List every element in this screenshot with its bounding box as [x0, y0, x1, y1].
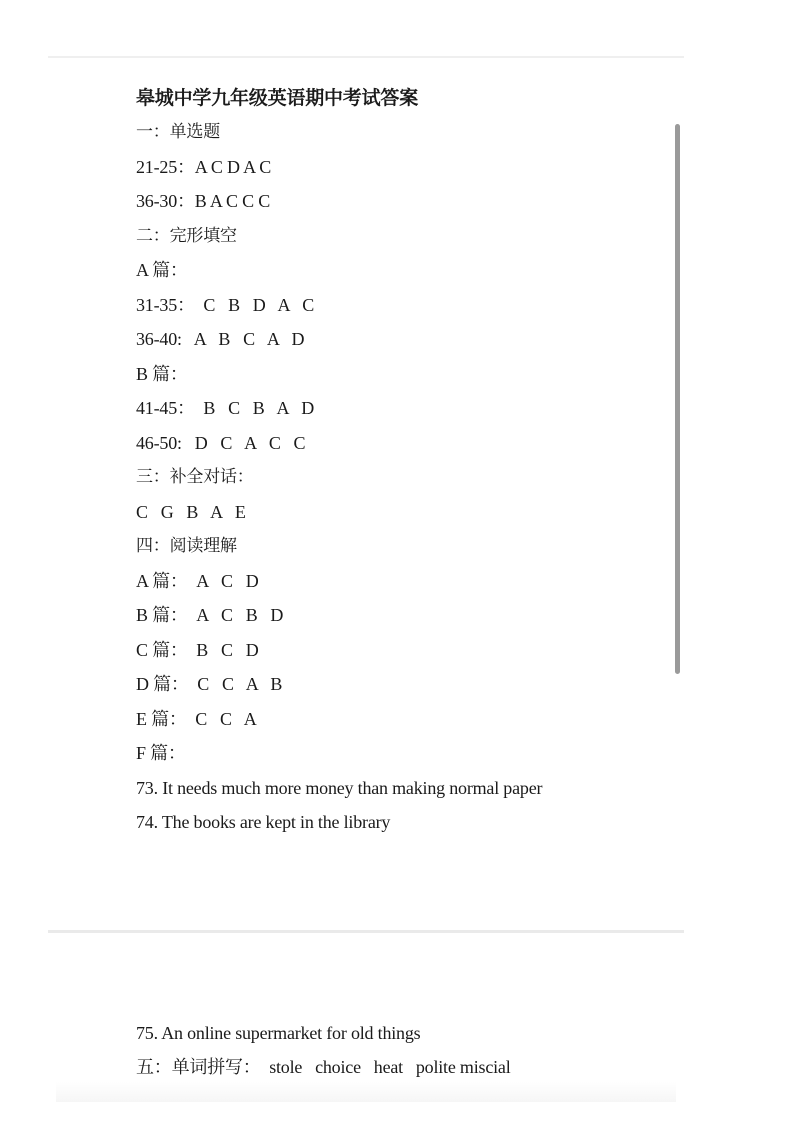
- answer-75: 75. An online supermarket for old things: [136, 1023, 421, 1043]
- reading-answer-d: D 篇： C C A B: [136, 674, 283, 694]
- answer-line-36-30: 36-30：B A C C C: [136, 191, 271, 211]
- document-title: 皋城中学九年级英语期中考试答案: [136, 87, 419, 109]
- section-heading-dialogue: 三：补全对话：: [136, 467, 254, 487]
- answer-74: 74. The books are kept in the library: [136, 812, 391, 832]
- section-heading-cloze: 二：完形填空: [136, 226, 237, 246]
- answer-line-21-25: 21-25：A C D A C: [136, 157, 272, 177]
- reading-answer-a: A 篇： A C D: [136, 571, 259, 591]
- reading-answer-b: B 篇： A C B D: [136, 605, 284, 625]
- answer-line-46-50: 46-50: D C A C C: [136, 433, 306, 453]
- answer-line-41-45: 41-45： B C B A D: [136, 398, 315, 418]
- reading-answer-e: E 篇： C C A: [136, 709, 257, 729]
- section-heading-single-choice: 一：单选题: [136, 122, 220, 142]
- passage-label-a: A 篇：: [136, 260, 188, 280]
- answer-line-31-35: 31-35： C B D A C: [136, 295, 315, 315]
- answer-73: 73. It needs much more money than making normal paper: [136, 778, 543, 798]
- page-break-divider: [48, 930, 684, 933]
- vertical-scrollbar[interactable]: [675, 124, 680, 674]
- reading-answer-f-label: F 篇：: [136, 743, 186, 763]
- answer-line-dialogue: C G B A E: [136, 502, 246, 522]
- passage-label-b: B 篇：: [136, 364, 188, 384]
- reading-answer-c: C 篇： B C D: [136, 640, 259, 660]
- answer-line-36-40: 36-40: A B C A D: [136, 329, 305, 349]
- section-heading-spelling: 五：单词拼写： stole choice heat polite miscial: [136, 1057, 511, 1077]
- page-bottom-edge: [56, 1082, 676, 1102]
- page-top-edge: [48, 56, 684, 58]
- section-heading-reading: 四：阅读理解: [136, 536, 237, 556]
